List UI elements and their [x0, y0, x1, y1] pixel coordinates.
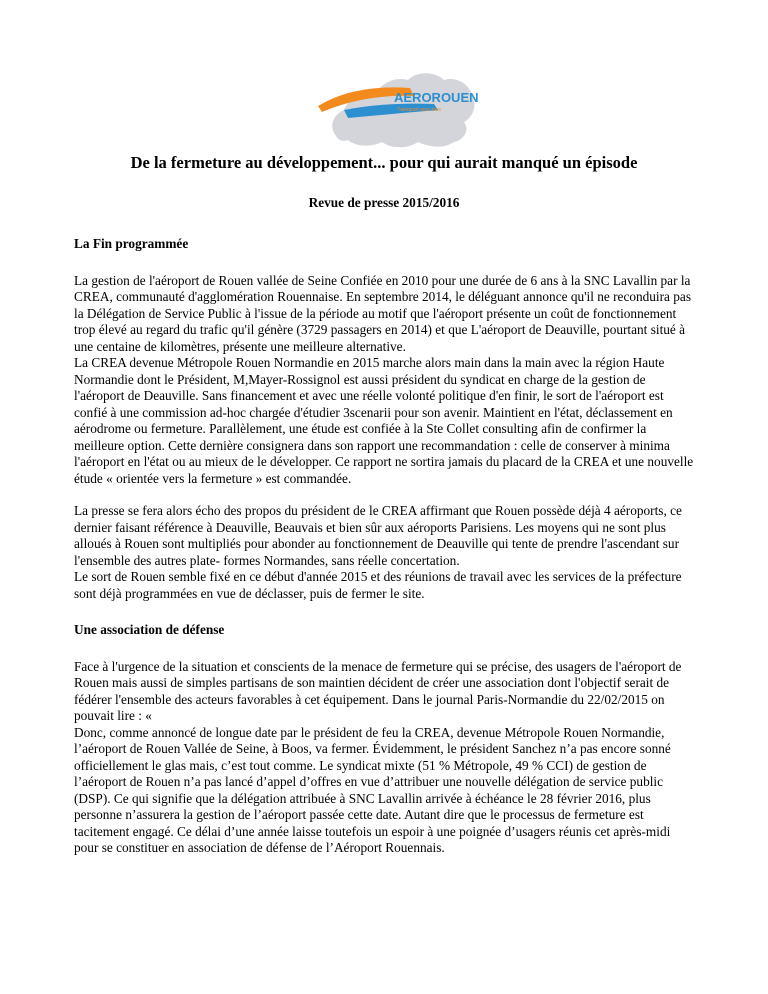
- paragraph: Le sort de Rouen semble fixé en ce début d'année 2015 et des réunions de travail avec les services de la préfecture sont déjà programmées en vue de déclasser, puis de fermer le site.: [74, 569, 682, 601]
- article-body: [74, 236, 694, 857]
- page-title: De la fermeture au développement... pour qui aurait manqué un épisode: [130, 153, 638, 172]
- logo-graphic: [314, 66, 478, 152]
- logo-brand-text: AEROROUEN: [394, 90, 478, 105]
- section-heading: La Fin programmée: [74, 236, 189, 251]
- paragraph: Donc, comme annoncé de longue date par le président de feu la CREA, devenue Métropole Rouen Normandie, l’aéroport de Rouen Vallée de Seine, à Boos, va fermer. Évidemment, le président Sanchez n’a pas encore sonné officiellement le glas mais, c’est tout comme. Le syndicat mixte (51 % Métropole, 49 % CCI) de gestion de l’aéroport de Rouen n’a pas lancé d’appel d’offres en vue d’attribuer une nouvelle délégation de service public (DSP). Ce qui signifie que la délégation attribuée à SNC Lavallin arrivée à échéance le 28 février 2016, plus personne n’assurera la gestion de l’aéroport passée cette date. Autant dire que le processus de fermeture est tacitement engagé. Ce délai d’une année laisse toutefois un espoir à une poignée d’usagers réunis cet après-midi pour se constituer en association de défense de l’Aéroport Rouennais.: [74, 724, 671, 855]
- section-heading: Une association de défense: [74, 622, 225, 637]
- logo-tagline: l'aéroport pour tous: [398, 107, 441, 113]
- paragraph: La gestion de l'aéroport de Rouen vallée de Seine Confiée en 2010 pour une durée de 6 ans à la SNC Lavallin par la CREA, communauté d'agglomération Rouennaise. En septembre 2014, le déléguant annonce qu'il ne reconduira pas la Délégation de Service Public à l'issue de la période au motif que l'aéroport présente un coût de fonctionnement trop élevé au regard du trafic qu'il génère (3729 passagers en 2014) et que L'aéroport de Deauville, pourtant situé à une centaine de kilomètres, présente une meilleure alternative.: [74, 272, 692, 354]
- paragraph: La presse se fera alors écho des propos du président de le CREA affirmant que Rouen possède déjà 4 aéroports, ce dernier faisant référence à Deauville, Beauvais et bien sûr aux aéroports Parisiens. Les moyens qui ne sont plus alloués à Rouen sont multipliés pour abonder au fonctionnement de Deauville qui tente de prendre l'ascendant sur l'ensemble des autres plate- formes Normandes, sans réelle concertation.: [74, 503, 682, 568]
- paragraph: Face à l'urgence de la situation et conscients de la menace de fermeture qui se précise, des usagers de l'aéroport de Rouen mais aussi de simples partisans de son maintien décident de créer une association dont l'objectif serait de fédérer l'ensemble des acteurs favorables à cet équipement. Dans le journal Paris-Normandie du 22/02/2015 on pouvait lire : «: [74, 658, 682, 723]
- page-subtitle: Revue de presse 2015/2016: [308, 195, 460, 210]
- paragraph: La CREA devenue Métropole Rouen Normandie en 2015 marche alors main dans la main avec la région Haute Normandie dont le Président, M,Mayer-Rossignol est aussi président du syndicat en charge de la gestion de l'aéroport de Deauville. Sans financement et avec une réelle volonté politique d'en finir, le sort de l'aéroport est confié à une commission ad-hoc chargée d'étudier 3scenarii pour son avenir. Maintient en l'état, déclassement en aérodrome ou fermeture. Parallèlement, une étude est confiée à la Ste Collet consulting afin de confirmer la meilleure option. Cette dernière consignera dans son rapport une recommandation : celle de conserver à minima l'aéroport en l'état ou au mieux de le développer. Ce rapport ne sortira jamais du placard de la CREA et une nouvelle étude « orientée vers la fermeture » est commandée.: [74, 355, 694, 486]
- aerorouen-logo: [314, 66, 478, 152]
